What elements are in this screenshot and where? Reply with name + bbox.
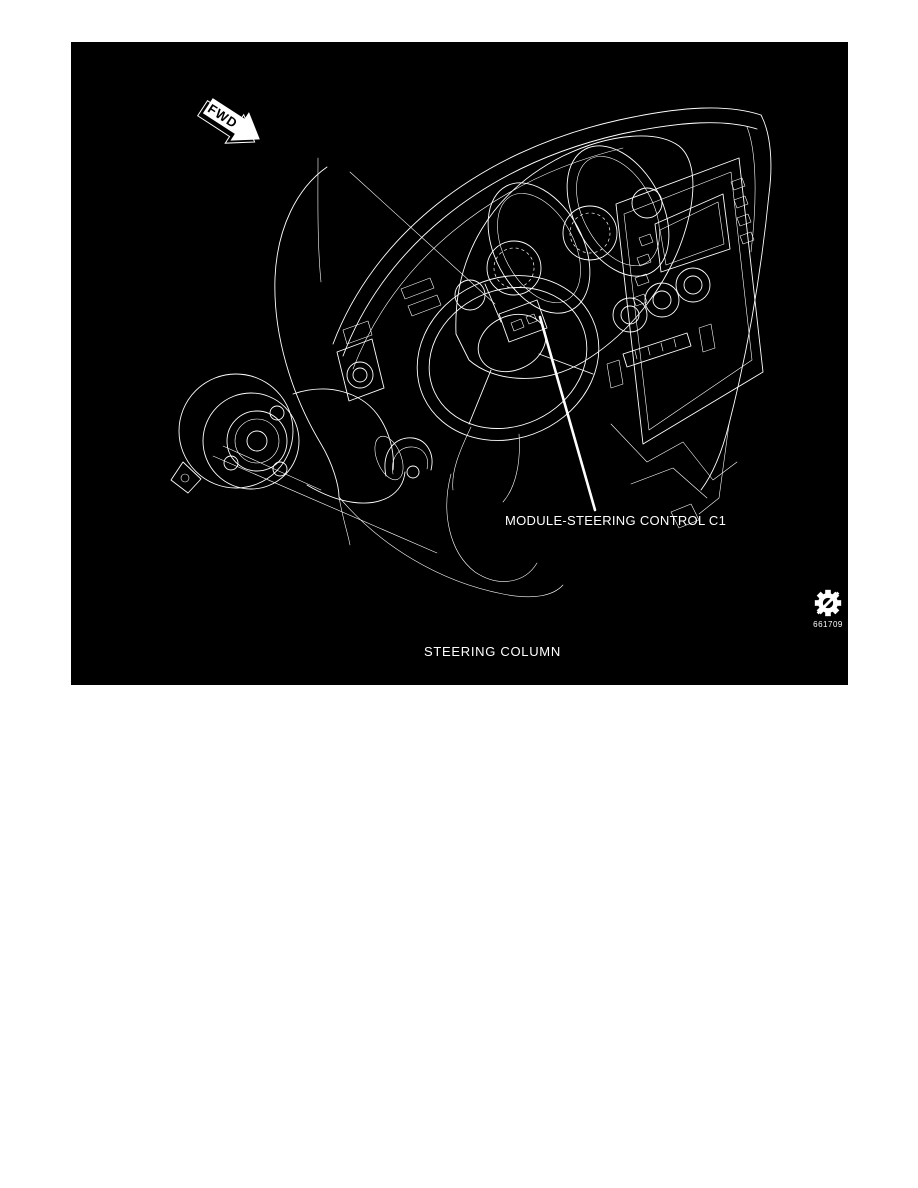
callout-module-steering-control-label: MODULE-STEERING CONTROL C1 — [505, 513, 727, 528]
fwd-arrow-icon — [193, 90, 269, 158]
fwd-label: FWD — [205, 100, 241, 132]
figure-number: 661709 — [813, 620, 843, 629]
gear-slash-icon — [812, 587, 844, 619]
figure-caption: STEERING COLUMN — [424, 644, 561, 659]
figure-panel — [71, 42, 848, 685]
steering-column-illustration — [71, 42, 848, 685]
